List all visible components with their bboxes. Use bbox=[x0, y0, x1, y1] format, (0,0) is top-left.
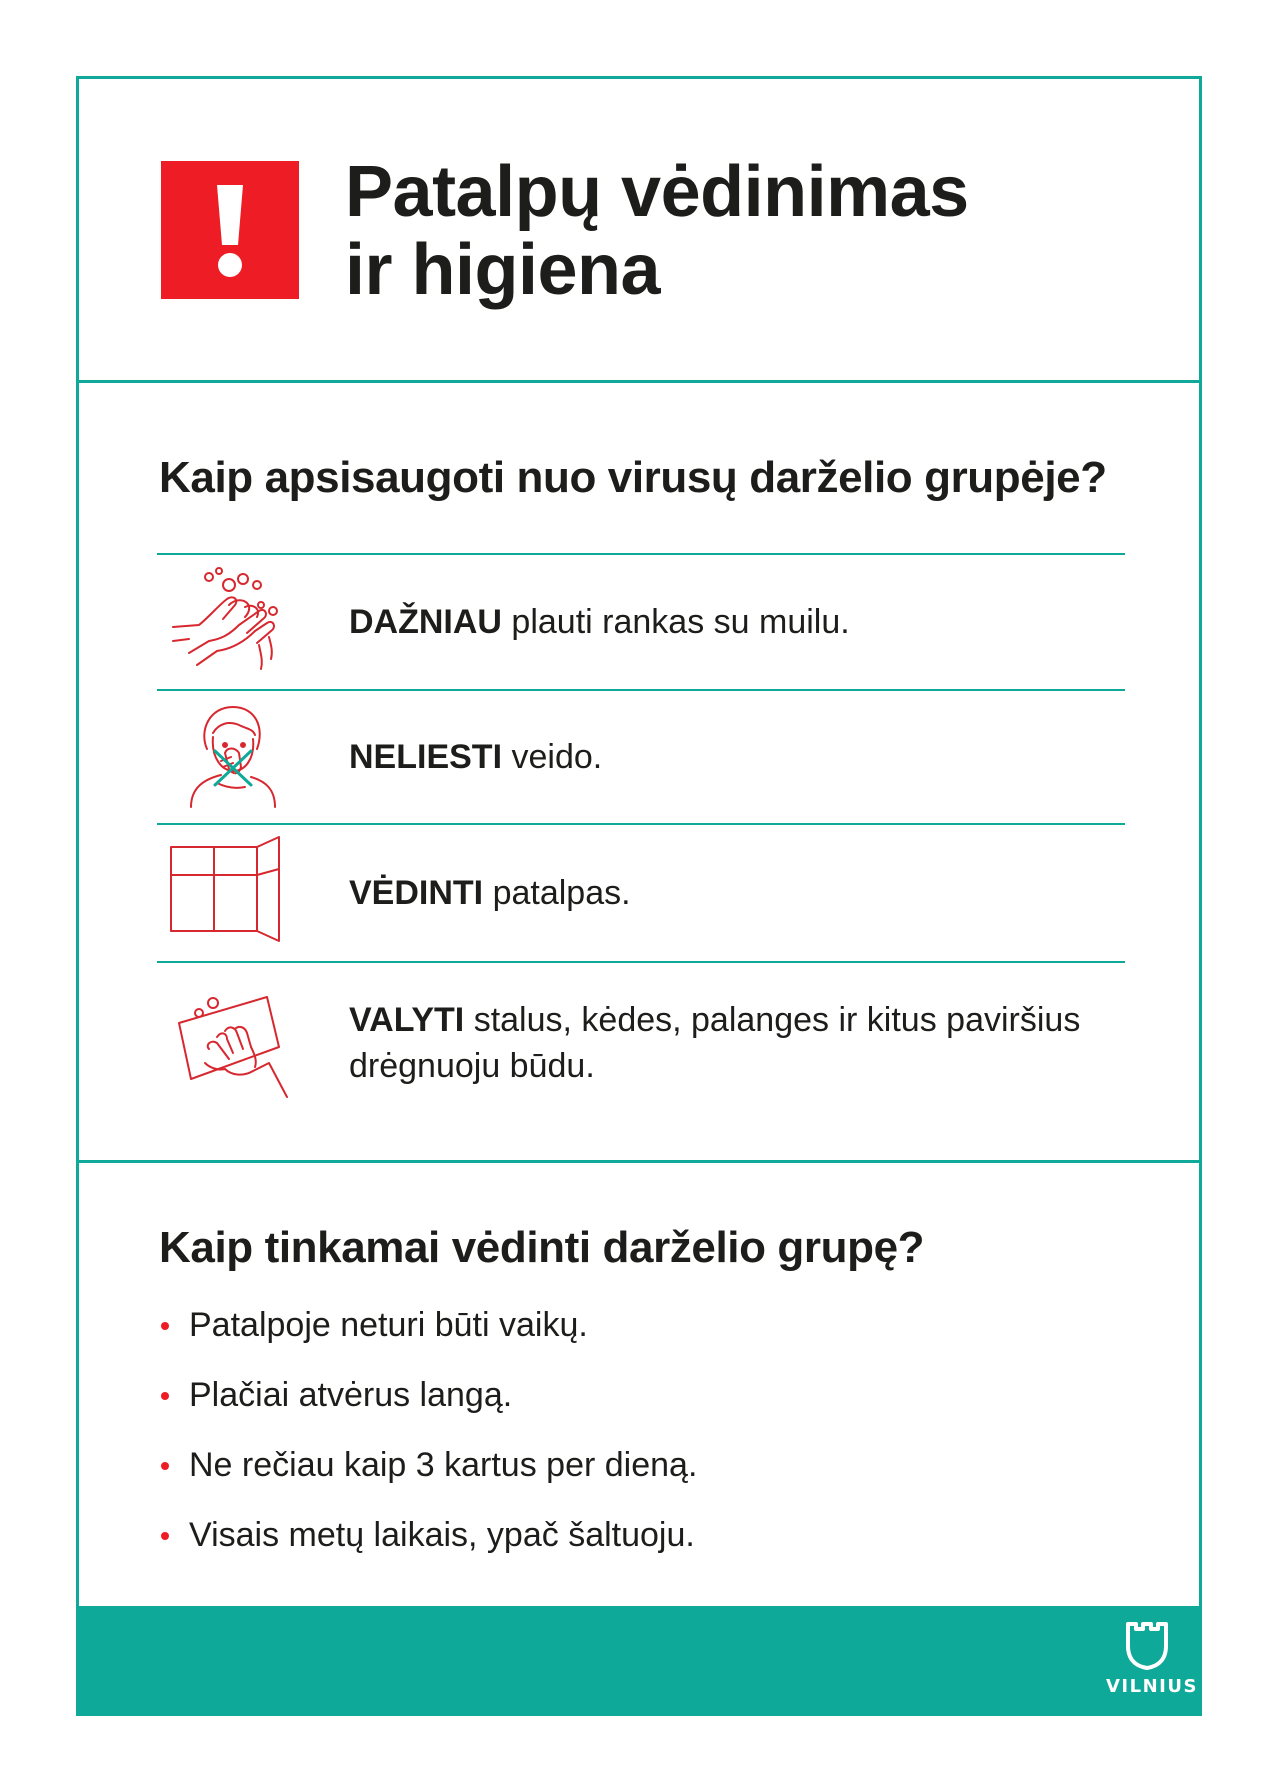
list-item bbox=[159, 1375, 697, 1445]
tip-description: veido. bbox=[502, 738, 603, 776]
page-title bbox=[345, 153, 969, 309]
tip-face bbox=[157, 689, 1125, 823]
no-face-touch-icon bbox=[169, 701, 289, 813]
wiping-surface-icon bbox=[169, 993, 289, 1105]
tip-keyword: VĖDINTI bbox=[349, 874, 484, 912]
header bbox=[79, 79, 1199, 383]
list-item-text: Plačiai atvėrus langą. bbox=[189, 1376, 513, 1414]
bullet-icon bbox=[161, 1392, 169, 1400]
tip-description: patalpas. bbox=[483, 874, 631, 912]
list-item bbox=[159, 1305, 697, 1375]
tip-keyword: DAŽNIAU bbox=[349, 603, 502, 641]
title-line-1: Patalpų vėdinimas bbox=[345, 152, 969, 232]
tips-list bbox=[157, 553, 1125, 1111]
prevention-section bbox=[79, 383, 1199, 1163]
tip-cleaning bbox=[157, 961, 1125, 1111]
tip-text bbox=[349, 734, 1115, 780]
list-item-text: Patalpoje neturi būti vaikų. bbox=[189, 1306, 588, 1344]
handwashing-icon bbox=[169, 565, 289, 677]
list-item-text: Ne rečiau kaip 3 kartus per dieną. bbox=[189, 1446, 698, 1484]
tip-text bbox=[349, 599, 1115, 645]
list-item bbox=[159, 1515, 697, 1585]
ventilation-section bbox=[79, 1163, 1199, 1615]
list-item bbox=[159, 1445, 697, 1515]
tip-handwashing bbox=[157, 553, 1125, 689]
tip-description: plauti rankas su muilu. bbox=[501, 603, 850, 641]
exclamation-icon bbox=[161, 161, 299, 299]
ventilation-list bbox=[159, 1305, 697, 1585]
tip-text bbox=[349, 870, 1115, 916]
tip-description: stalus, kėdes, palanges ir kitus paviršius drėgnuoju būdu. bbox=[349, 1000, 1081, 1085]
bullet-icon bbox=[161, 1462, 169, 1470]
open-window-icon bbox=[169, 835, 289, 947]
poster bbox=[76, 76, 1202, 1716]
vilnius-tower-icon bbox=[1122, 1620, 1172, 1672]
tip-window bbox=[157, 823, 1125, 961]
tip-text bbox=[349, 997, 1115, 1089]
tip-keyword: NELIESTI bbox=[349, 738, 503, 776]
prevention-heading: Kaip apsisaugoti nuo virusų darželio grupėje? bbox=[159, 453, 1107, 502]
list-item-text: Visais metų laikais, ypač šaltuoju. bbox=[189, 1516, 695, 1554]
title-line-2: ir higiena bbox=[345, 230, 661, 310]
logo-text: VILNIUS bbox=[1106, 1676, 1198, 1697]
tip-keyword: VALYTI bbox=[349, 1000, 465, 1039]
footer-bar bbox=[76, 1606, 1202, 1716]
bullet-icon bbox=[161, 1322, 169, 1330]
bullet-icon bbox=[161, 1532, 169, 1540]
ventilation-heading: Kaip tinkamai vėdinti darželio grupę? bbox=[159, 1223, 925, 1272]
vilnius-logo bbox=[1106, 1620, 1198, 1704]
